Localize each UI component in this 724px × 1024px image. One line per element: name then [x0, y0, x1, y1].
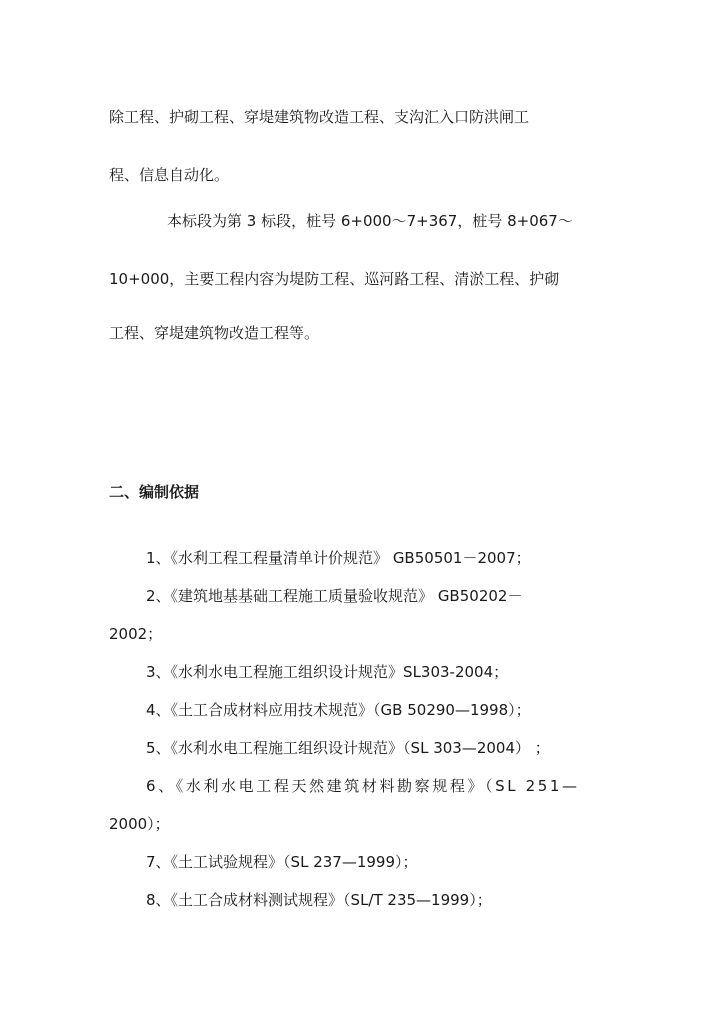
ref-item-2: 2、《建筑地基基础工程施工质量验收规范》 GB50202－ — [146, 587, 523, 605]
ref-item-3: 3、《水利水电工程施工组织设计规范》SL303-2004； — [146, 663, 509, 681]
intro-line-5: 工程、穿堤建筑物改造工程等。 — [109, 324, 320, 342]
ref-item-6: 6、《水利水电工程天然建筑材料勘察规程》（SL 251— — [146, 777, 580, 795]
intro-line-3: 本标段为第 3 标段，桩号 6+000～7+367，桩号 8+067～ — [167, 212, 573, 230]
intro-line-4: 10+000，主要工程内容为堤防工程、巡河路工程、清淤工程、护砌 — [109, 270, 560, 288]
intro-line-2: 程、信息自动化。 — [109, 166, 230, 184]
section-heading: 二、编制依据 — [109, 483, 200, 501]
ref-item-5: 5、《水利水电工程施工组织设计规范》（SL 303—2004） ； — [146, 739, 550, 757]
ref-item-1: 1、《水利工程工程量清单计价规范》 GB50501－2007； — [146, 549, 531, 567]
ref-item-4: 4、《土工合成材料应用技术规范》（GB 50290—1998）； — [146, 701, 531, 719]
ref-item-8: 8、《土工合成材料测试规程》（SL/T 235—1999）； — [146, 891, 492, 909]
intro-line-1: 除工程、护砌工程、穿堤建筑物改造工程、支沟汇入口防洪闸工 — [109, 108, 530, 126]
ref-item-2-continued: 2002； — [109, 625, 163, 643]
ref-item-7: 7、《土工试验规程》（SL 237—1999）； — [146, 853, 418, 871]
ref-item-6-continued: 2000）； — [109, 815, 170, 833]
